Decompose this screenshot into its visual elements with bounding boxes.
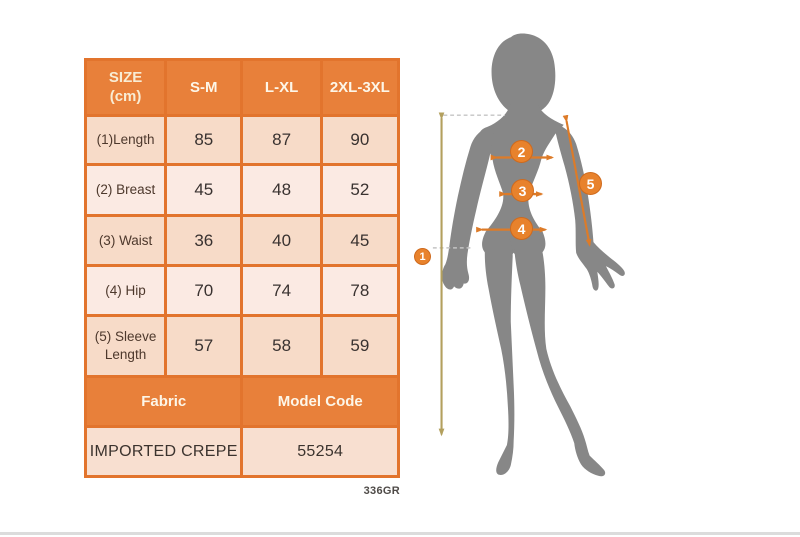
product-code-note: 336GR — [363, 485, 400, 497]
fabric-value: IMPORTED CREPE — [86, 427, 242, 477]
table-row-waist — [86, 216, 399, 266]
length-sm: 85 — [166, 116, 242, 165]
breast-lxl: 48 — [242, 165, 321, 216]
marker-3-waist: 3 — [511, 179, 534, 202]
waist-lxl: 40 — [242, 216, 321, 266]
hip-sm: 70 — [166, 266, 242, 316]
size-header-line2: (cm) — [109, 87, 142, 105]
size-header-line1: SIZE — [108, 68, 143, 86]
waist-sm: 36 — [166, 216, 242, 266]
table-row-length — [86, 116, 399, 165]
marker-4-hip: 4 — [510, 217, 533, 240]
row-label-waist: (3) Waist — [86, 216, 166, 266]
column-header-sm: S-M — [166, 60, 242, 116]
waist-2xl3xl: 45 — [321, 216, 398, 266]
row-label-sleeve: (5) Sleeve Length — [86, 316, 166, 377]
table-footer-header-row — [86, 377, 399, 427]
row-label-hip: (4) Hip — [86, 266, 166, 316]
table-header-row — [86, 60, 399, 116]
column-header-lxl: L-XL — [242, 60, 321, 116]
model-code-header: Model Code — [242, 377, 399, 427]
table-row-sleeve — [86, 316, 399, 377]
size-cm-header — [86, 60, 166, 116]
body-measurement-diagram — [400, 20, 660, 520]
table-row-breast — [86, 165, 399, 216]
size-table — [84, 58, 400, 478]
row-label-breast: (2) Breast — [86, 165, 166, 216]
model-code-value: 55254 — [242, 427, 399, 477]
female-silhouette — [442, 33, 625, 476]
silhouette-left-leg — [485, 239, 515, 475]
breast-2xl3xl: 52 — [321, 165, 398, 216]
marker-2-breast: 2 — [510, 140, 533, 163]
sleeve-2xl3xl: 59 — [321, 316, 398, 377]
breast-sm: 45 — [166, 165, 242, 216]
table-row-hip — [86, 266, 399, 316]
sleeve-sm: 57 — [166, 316, 242, 377]
length-lxl: 87 — [242, 116, 321, 165]
silhouette-right-arm — [555, 124, 625, 291]
row-label-length: (1)Length — [86, 116, 166, 165]
column-header-2xl3xl: 2XL-3XL — [321, 60, 398, 116]
fabric-header: Fabric — [86, 377, 242, 427]
hip-lxl: 74 — [242, 266, 321, 316]
length-2xl3xl: 90 — [321, 116, 398, 165]
hip-2xl3xl: 78 — [321, 266, 398, 316]
table-footer-value-row — [86, 427, 399, 477]
marker-5-sleeve: 5 — [579, 172, 602, 195]
bottom-divider — [0, 532, 800, 535]
marker-1-length: 1 — [414, 248, 431, 265]
sleeve-lxl: 58 — [242, 316, 321, 377]
